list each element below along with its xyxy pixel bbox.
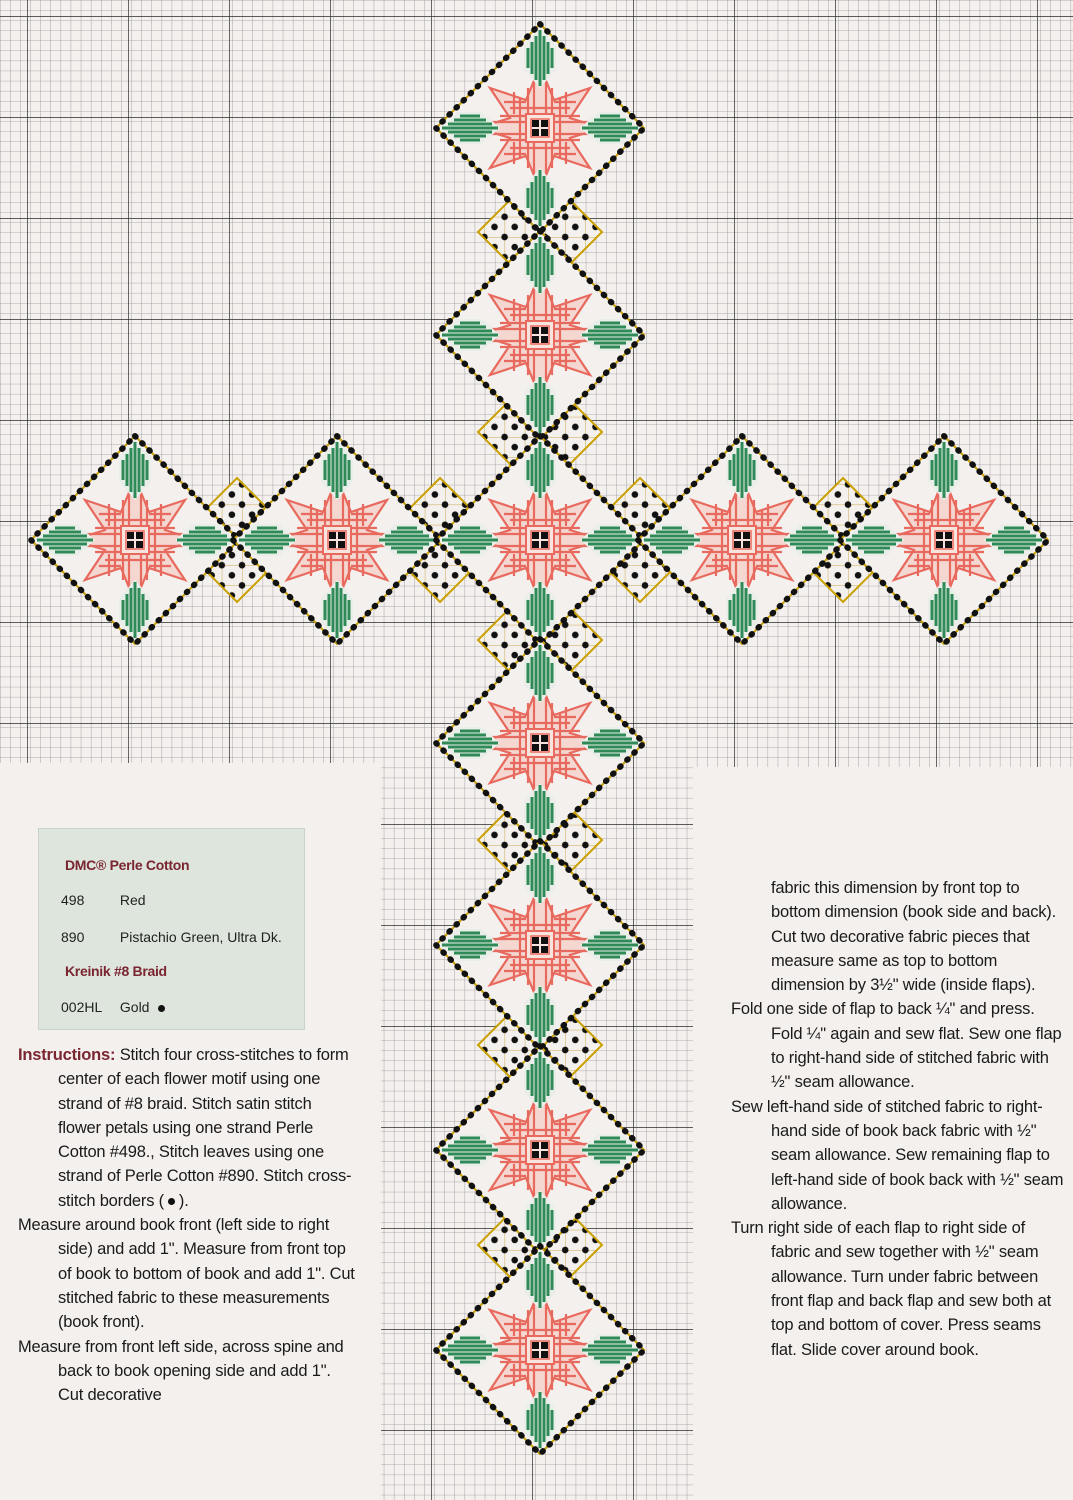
color-key bbox=[38, 828, 305, 1030]
instruction-text: ). bbox=[178, 1191, 189, 1210]
instruction-paragraph: Measure around book front (left side to right side) and add 1". Measure from front top of book to bottom of book and add 1". Cut stitched fabric to these measurements (book front). bbox=[18, 1216, 355, 1332]
gold-dot-icon bbox=[158, 1005, 165, 1012]
key-color-name: Red bbox=[119, 892, 146, 908]
key-title: DMC® Perle Cotton bbox=[65, 857, 190, 873]
instruction-text: Stitch four cross-stitches to form center of each flower motif using one strand of #8 braid. Stitch satin stitch flower petals using one strand Perle Cotton #498., Stitch leaves using one strand of Perle Cotton #890. Stitch cross-stitch borders ( bbox=[58, 1046, 352, 1210]
key-code: 498 bbox=[61, 892, 85, 908]
key-code: 002HL bbox=[61, 999, 103, 1015]
key-color-name: Pistachio Green, Ultra Dk. bbox=[119, 929, 282, 945]
dot-icon bbox=[168, 1198, 175, 1205]
key-color-name: Gold bbox=[119, 999, 150, 1015]
instruction-paragraph: Measure from front left side, across spine and back to book opening side and add 1". Cut decorative bbox=[18, 1337, 344, 1405]
instruction-paragraph: fabric this dimension by front top to bottom dimension (book side and back). Cut two decorative fabric pieces that measure same as top to bottom dimension by 3½" wide (inside flaps). bbox=[771, 879, 1056, 995]
key-row-green bbox=[61, 929, 282, 945]
key-row-gold bbox=[61, 999, 165, 1015]
instruction-paragraph: Fold one side of flap to back ¼" and press. Fold ¼" again and sew flat. Sew one flap to right-hand side of stitched fabric with ½" seam allowance. bbox=[731, 1000, 1062, 1092]
key-braid-title: Kreinik #8 Braid bbox=[65, 963, 167, 979]
instruction-paragraph: Sew left-hand side of stitched fabric to right-hand side of book back fabric with ½" seam allowance. Sew remaining flap to left-hand side of book back with ½" seam allowance. bbox=[731, 1097, 1064, 1213]
instructions-right bbox=[731, 876, 1066, 1362]
instruction-paragraph bbox=[18, 1043, 358, 1213]
instruction-paragraph: Turn right side of each flap to right side of fabric and sew together with ½" seam allowance. Turn under fabric between front flap and back flap and sew both at top and bottom of cover. Press seams flat. Slide cover around book. bbox=[731, 1219, 1052, 1359]
key-code: 890 bbox=[61, 929, 85, 945]
instructions-label: Instructions: bbox=[18, 1046, 116, 1064]
instructions-left bbox=[18, 1043, 358, 1407]
key-row-red bbox=[61, 892, 146, 908]
